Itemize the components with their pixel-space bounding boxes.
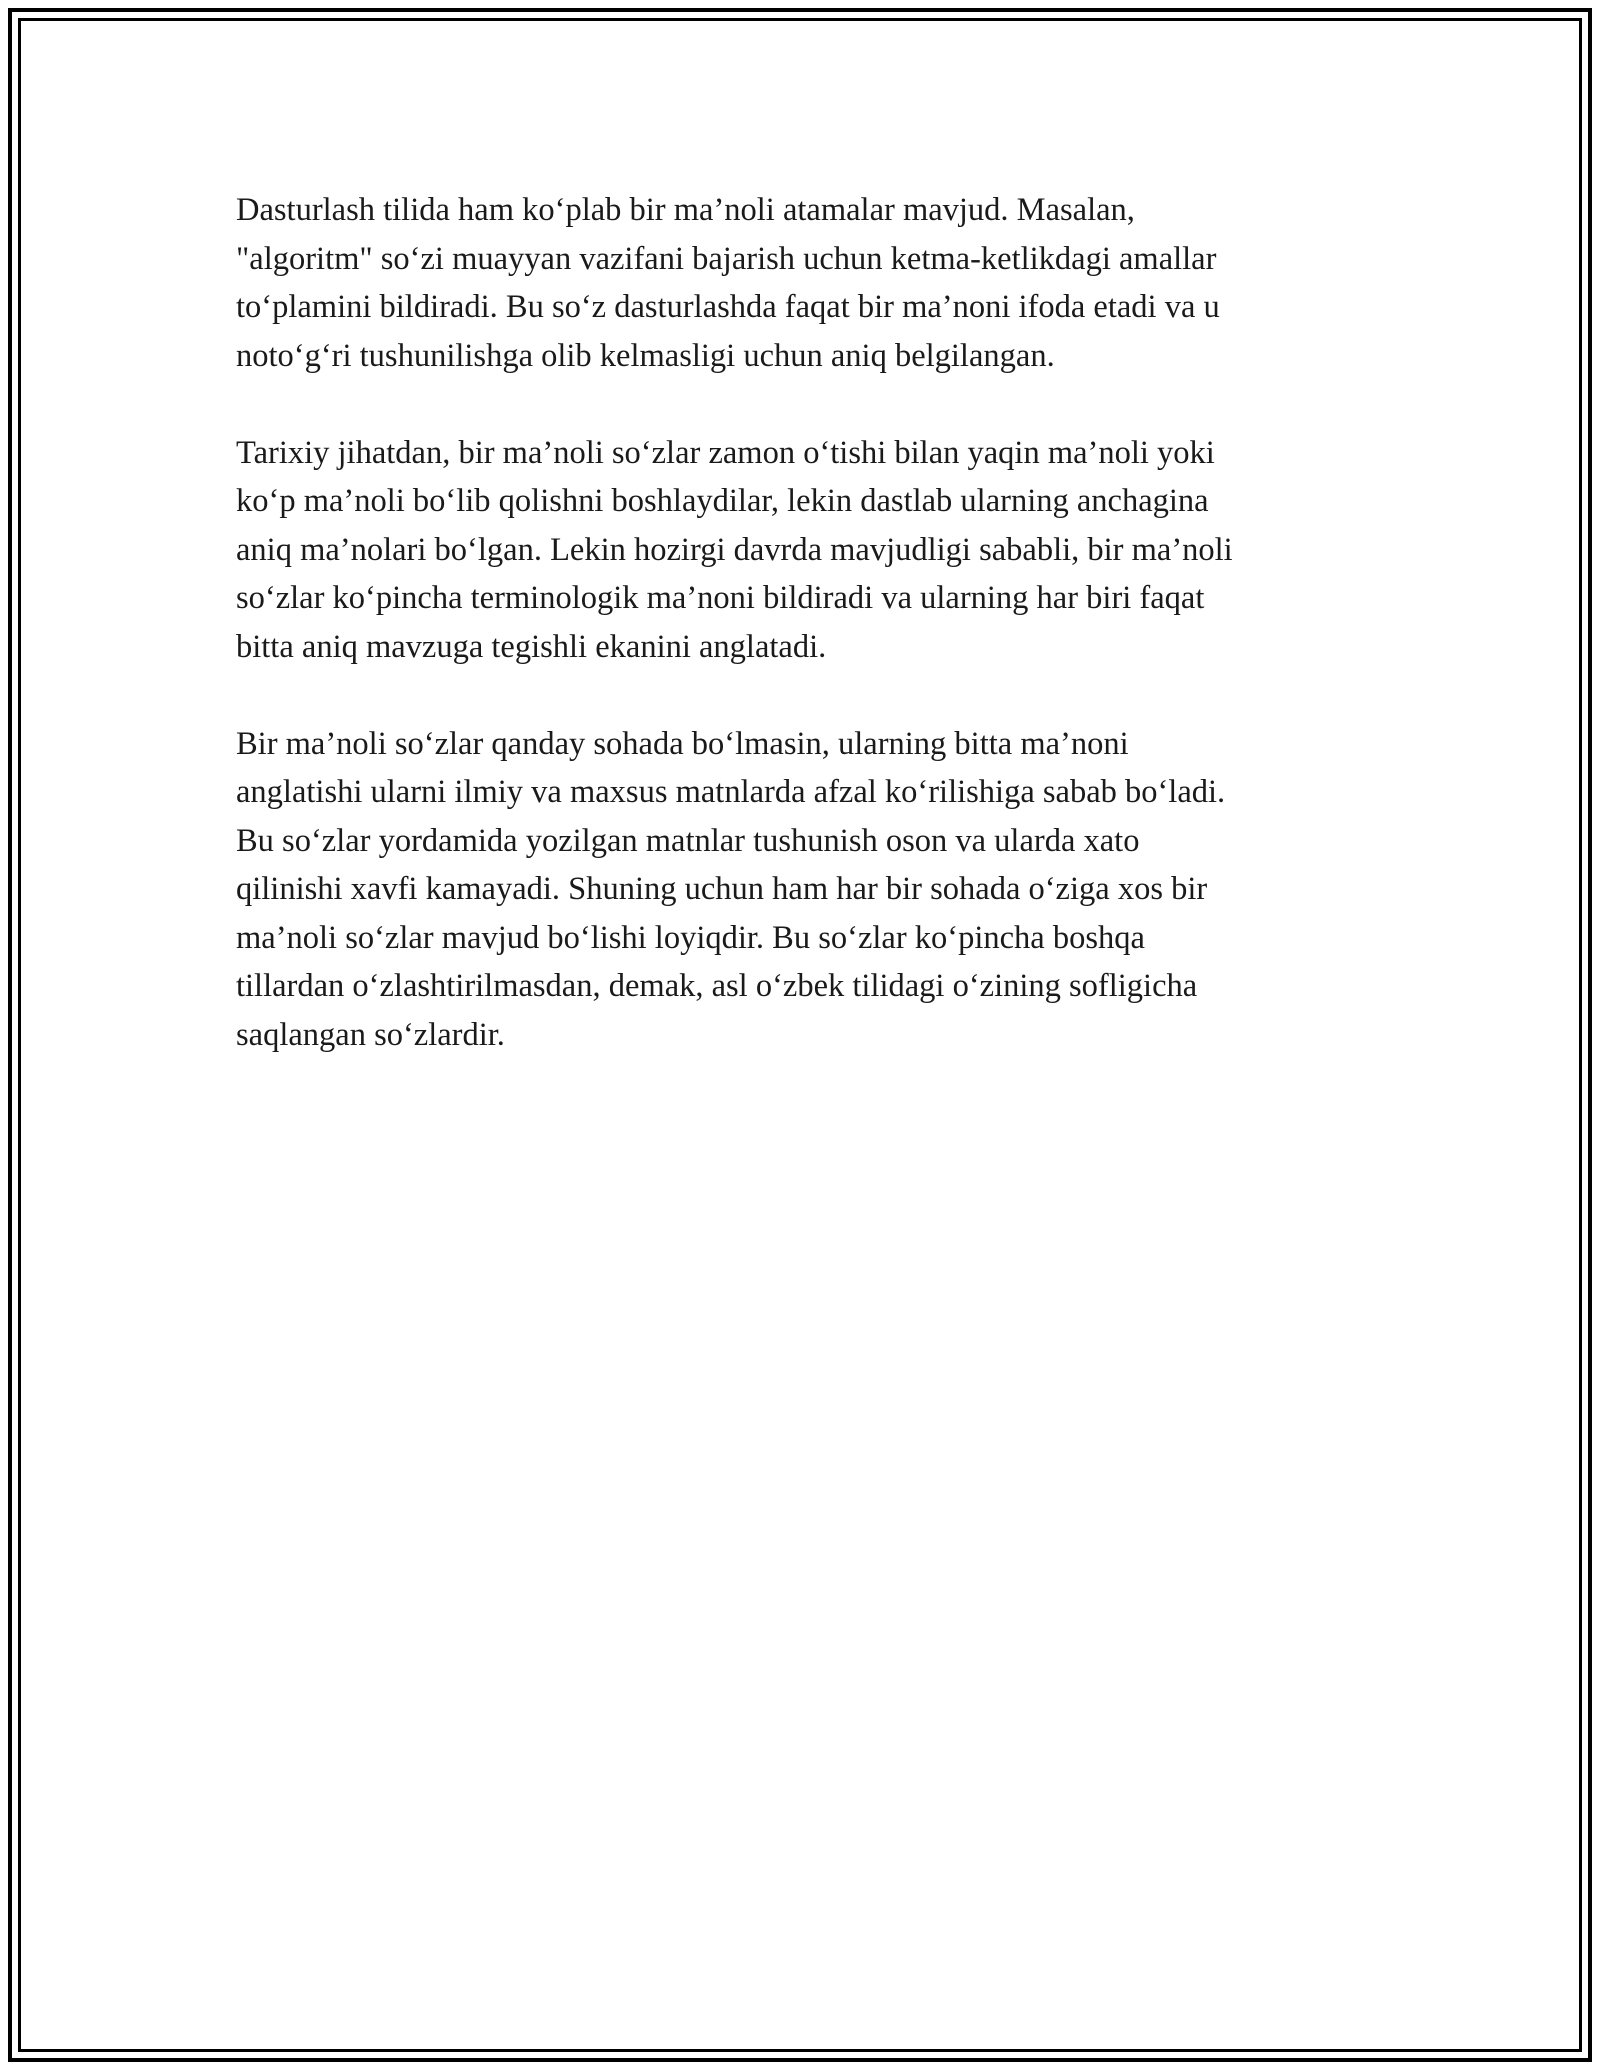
text-line: ma’noli so‘zlar mavjud bo‘lishi loyiqdir. Bu so‘zlar ko‘pincha boshqa xyxy=(236,919,1145,956)
text-line: Dasturlash tilida ham ko‘plab bir ma’noli atamalar mavjud. Masalan, xyxy=(236,192,1135,228)
text-line: aniq ma’nolari bo‘lgan. Lekin hozirgi davrda mavjudligi sababli, bir ma’noli xyxy=(236,531,1233,568)
text-line: noto‘g‘ri tushunilishga olib kelmasligi uchun aniq belgilangan. xyxy=(236,337,1055,374)
text-line: Bir ma’noli so‘zlar qanday sohada bo‘lmasin, ularning bitta ma’noni xyxy=(236,725,1129,762)
paragraph-1 xyxy=(236,186,1376,380)
text-line: saqlangan so‘zlardir. xyxy=(236,1016,505,1053)
paragraph-2 xyxy=(236,429,1376,672)
text-line: bitta aniq mavzuga tegishli ekanini anglatadi. xyxy=(236,628,827,665)
text-line: Tarixiy jihatdan, bir ma’noli so‘zlar zamon o‘tishi bilan yaqin ma’noli yoki xyxy=(236,434,1215,471)
text-line: Bu so‘zlar yordamida yozilgan matnlar tushunish oson va ularda xato xyxy=(236,822,1140,859)
text-line: so‘zlar ko‘pincha terminologik ma’noni bildiradi va ularning har biri faqat xyxy=(236,580,1205,616)
text-line: anglatishi ularni ilmiy va maxsus matnlarda afzal ko‘rilishiga sabab bo‘ladi. xyxy=(236,774,1226,810)
paragraph-3 xyxy=(236,720,1376,1060)
text-line: to‘plamini bildiradi. Bu so‘z dasturlashda faqat bir ma’noni ifoda etadi va u xyxy=(236,289,1220,325)
document-body xyxy=(236,186,1376,1108)
text-line: "algoritm" so‘zi muayyan vazifani bajarish uchun ketma-ketlikdagi amallar xyxy=(236,240,1217,277)
text-line: ko‘p ma’noli bo‘lib qolishni boshlaydilar, lekin dastlab ularning anchagina xyxy=(236,483,1209,519)
text-line: tillardan o‘zlashtirilmasdan, demak, asl o‘zbek tilidagi o‘zining sofligicha xyxy=(236,968,1198,1004)
text-line: qilinishi xavfi kamayadi. Shuning uchun ham har bir sohada o‘ziga xos bir xyxy=(236,871,1208,907)
